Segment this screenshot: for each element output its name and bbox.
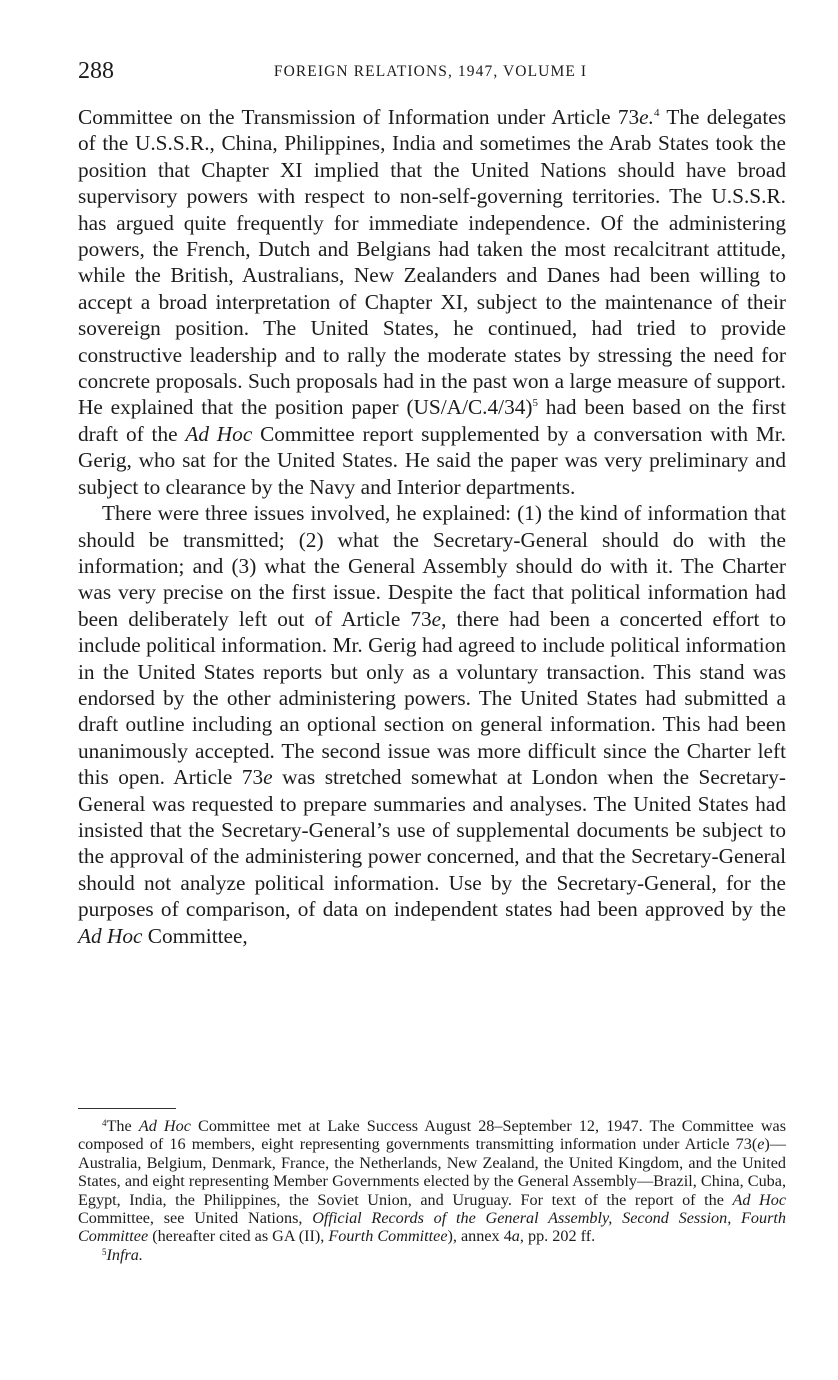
p2-text-3: was stretched somewhat at London when the Secretary-General was requested to prepare summaries and analyses. The United States had insisted that the Secretary-General’s use of supplemental documents be subject to the approval of the administering power concerned, and that the Secretary-General should not analyze political information. Use by the Secretary-General, for the purposes of comparison, of data on independent states had been approved by the <box>78 765 787 922</box>
fn4-italic-3: Ad Hoc <box>732 1190 787 1209</box>
running-head: FOREIGN RELATIONS, 1947, VOLUME I <box>273 63 588 80</box>
footnote-ref-5: 5 <box>532 397 538 410</box>
footnote-ref-4: 4 <box>653 107 660 119</box>
p1-italic-1: e. <box>639 105 654 129</box>
footnote-5-marker: 5 <box>102 1246 107 1257</box>
fn4-text-1: The <box>106 1117 139 1135</box>
fn4-italic-5: Fourth Committee <box>328 1227 448 1246</box>
page-number: 288 <box>78 58 114 84</box>
fn4-text-7: , pp. 202 ff. <box>519 1227 596 1246</box>
fn5-italic-1: Infra. <box>106 1245 143 1264</box>
p2-text-1: There were three issues involved, he explained: (1) the kind of information that should be transmitted; (2) what the Secretary-General should do with the information; and (3) what the General Assembly should do with it. The Charter was very precise on the first issue. Despite the fact that political information had been deliberately left out of Article 73 <box>78 501 786 631</box>
fn4-text-4: Committee, see United Nations, <box>78 1209 313 1228</box>
fn4-italic-2: e <box>757 1135 765 1154</box>
paragraph-2 <box>78 500 786 949</box>
p2-text-2: , there had been a concerted effort to include political information. Mr. Gerig had agreed to include political information in the United States reports but only as a voluntary transaction. This stand was endorsed by the other administering powers. The United States had submitted a draft outline including an optional section on general information. This had been unanimously accepted. The second issue was more difficult since the Charter left this open. Article 73 <box>78 606 786 790</box>
fn4-italic-6: a <box>511 1227 520 1246</box>
p1-text-3: had been based on the first draft of the <box>78 395 786 446</box>
paragraph-1 <box>78 104 786 500</box>
footnote-5 <box>78 1246 786 1264</box>
fn4-text-6: ), annex 4 <box>447 1227 512 1246</box>
p2-italic-1: e <box>431 606 442 631</box>
fn4-text-3: )—Australia, Belgium, Denmark, France, the Netherlands, New Zealand, the United Kingdom, and the United States, and eight representing Member Governments elected by the General Assembly—Brazil, China, Cuba, Egypt, India, the Philippines, the Soviet Union, and Uruguay. For text of the report of the <box>78 1135 786 1209</box>
p2-italic-2: e <box>263 765 273 790</box>
footnote-4-marker: 4 <box>102 1118 107 1128</box>
p2-italic-3: Ad Hoc <box>78 923 143 948</box>
p1-text-4: Committee report supplemented by a conversation with Mr. Gerig, who sat for the United States. He said the paper was very preliminary and subject to clearance by the Navy and Interior departments. <box>78 421 786 499</box>
fn4-text-2: Committee met at Lake Success August 28–September 12, 1947. The Committee was composed of 16 members, eight representing governments transmitting information under Article 73( <box>78 1117 787 1154</box>
footnotes <box>78 1117 786 1264</box>
p1-text-1: Committee on the Transmission of Information under Article 73 <box>78 105 640 129</box>
fn4-italic-1: Ad Hoc <box>138 1117 191 1135</box>
p2-text-4: Committee, <box>142 923 248 948</box>
footnote-4 <box>78 1117 786 1246</box>
p1-italic-2: Ad Hoc <box>185 421 253 446</box>
fn4-italic-4: Official Records of the General Assembly, Second Session, Fourth Committee <box>78 1209 786 1246</box>
p1-text-2: The delegates of the U.S.S.R., China, Philippines, India and sometimes the Arab States took the position that Chapter XI implied that the United Nations should have broad supervisory powers with respect to non-self-governing territories. The U.S.S.R. has argued quite frequently for immediate independence. Of the administering powers, the French, Dutch and Belgians had taken the most recalcitrant attitude, while the British, Australians, New Zealanders and Danes had been willing to accept a broad interpretation of Chapter XI, subject to the maintenance of their sovereign position. The United States, he continued, had tried to provide constructive leadership and to rally the moderate states by stressing the need for concrete proposals. Such proposals had in the past won a large measure of support. He explained that the position paper (US/A/C.4/34) <box>78 105 786 420</box>
fn4-text-5: (hereafter cited as GA (II), <box>148 1227 329 1246</box>
footnote-divider <box>78 1108 176 1109</box>
main-text <box>78 104 786 949</box>
